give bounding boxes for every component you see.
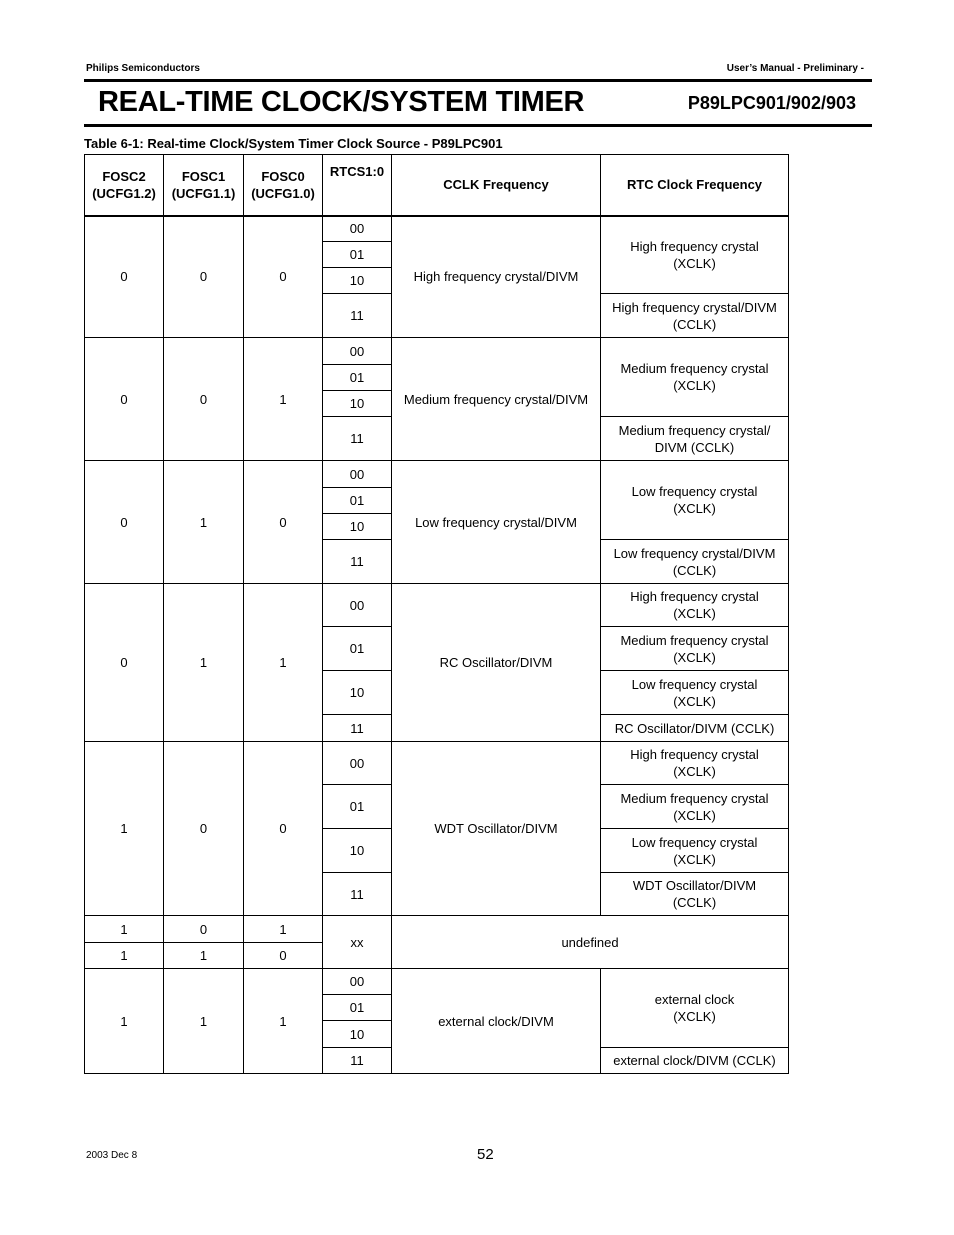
fosc2-cell: 0 bbox=[85, 338, 164, 461]
clock-source-table bbox=[84, 154, 789, 1074]
fosc0-cell: 0 bbox=[244, 742, 323, 916]
rtcs-cell: 01 bbox=[323, 995, 392, 1021]
fosc2-cell: 1 bbox=[85, 742, 164, 916]
fosc1-cell: 1 bbox=[164, 584, 244, 742]
table-caption: Table 6-1: Real-time Clock/System Timer Clock Source - P89LPC901 bbox=[84, 136, 503, 151]
fosc1-cell: 1 bbox=[164, 943, 244, 969]
rtcs-cell: xx bbox=[323, 916, 392, 969]
rtcs-cell: 11 bbox=[323, 715, 392, 742]
rtcs-cell: 10 bbox=[323, 514, 392, 540]
rtcs-cell: 11 bbox=[323, 294, 392, 338]
rtcs-cell: 00 bbox=[323, 216, 392, 242]
rtcs-cell: 01 bbox=[323, 488, 392, 514]
manual-status: User’s Manual - Preliminary - bbox=[726, 63, 864, 74]
fosc1-cell: 0 bbox=[164, 216, 244, 338]
table-row bbox=[85, 216, 789, 242]
fosc0-cell: 0 bbox=[244, 216, 323, 338]
table-header-row bbox=[85, 155, 789, 216]
rtcs-cell: 01 bbox=[323, 785, 392, 829]
fosc2-cell: 1 bbox=[85, 969, 164, 1074]
rtc-freq-cell: Low frequency crystal (XCLK) bbox=[601, 461, 789, 540]
rtcs-cell: 10 bbox=[323, 1021, 392, 1048]
rtcs-cell: 00 bbox=[323, 338, 392, 365]
rtc-freq-cell: Medium frequency crystal (XCLK) bbox=[601, 627, 789, 671]
col-header-fosc2: FOSC2 (UCFG1.2) bbox=[85, 155, 164, 216]
rtc-freq-cell: external clock/DIVM (CCLK) bbox=[601, 1048, 789, 1074]
table-row bbox=[85, 338, 789, 365]
table-row bbox=[85, 584, 789, 627]
fosc0-cell: 1 bbox=[244, 916, 323, 943]
header-rule-bottom bbox=[84, 124, 872, 127]
fosc2-cell: 0 bbox=[85, 584, 164, 742]
rtcs-cell: 01 bbox=[323, 365, 392, 391]
rtcs-cell: 10 bbox=[323, 391, 392, 417]
col-header-rtcs: RTCS1:0 bbox=[323, 155, 392, 216]
fosc0-cell: 1 bbox=[244, 584, 323, 742]
fosc1-cell: 1 bbox=[164, 969, 244, 1074]
fosc1-cell: 0 bbox=[164, 338, 244, 461]
rtc-freq-cell: Medium frequency crystal (XCLK) bbox=[601, 338, 789, 417]
cclk-cell: RC Oscillator/DIVM bbox=[392, 584, 601, 742]
rtc-freq-cell: external clock (XCLK) bbox=[601, 969, 789, 1048]
fosc1-cell: 0 bbox=[164, 742, 244, 916]
fosc0-cell: 1 bbox=[244, 969, 323, 1074]
rtcs-cell: 00 bbox=[323, 461, 392, 488]
rtc-freq-cell: WDT Oscillator/DIVM (CCLK) bbox=[601, 873, 789, 916]
col-header-cclk: CCLK Frequency bbox=[392, 155, 601, 216]
company-name: Philips Semiconductors bbox=[86, 63, 200, 74]
table-row bbox=[85, 916, 789, 943]
rtc-freq-cell: High frequency crystal (XCLK) bbox=[601, 216, 789, 294]
rtc-freq-cell: Low frequency crystal (XCLK) bbox=[601, 671, 789, 715]
rtcs-cell: 11 bbox=[323, 417, 392, 461]
fosc2-cell: 1 bbox=[85, 943, 164, 969]
fosc2-cell: 0 bbox=[85, 216, 164, 338]
table-row bbox=[85, 742, 789, 785]
table-row bbox=[85, 969, 789, 995]
fosc0-cell: 0 bbox=[244, 943, 323, 969]
cclk-cell: Medium frequency crystal/DIVM bbox=[392, 338, 601, 461]
col-header-fosc0: FOSC0 (UCFG1.0) bbox=[244, 155, 323, 216]
page-number: 52 bbox=[477, 1146, 494, 1163]
cclk-cell: external clock/DIVM bbox=[392, 969, 601, 1074]
fosc2-cell: 1 bbox=[85, 916, 164, 943]
col-header-fosc1: FOSC1 (UCFG1.1) bbox=[164, 155, 244, 216]
fosc0-cell: 1 bbox=[244, 338, 323, 461]
fosc1-cell: 1 bbox=[164, 461, 244, 584]
rtcs-cell: 10 bbox=[323, 829, 392, 873]
fosc1-cell: 0 bbox=[164, 916, 244, 943]
rtcs-cell: 11 bbox=[323, 873, 392, 916]
rtc-freq-cell: High frequency crystal (XCLK) bbox=[601, 742, 789, 785]
rtcs-cell: 11 bbox=[323, 1048, 392, 1074]
table-row bbox=[85, 461, 789, 488]
footer-date: 2003 Dec 8 bbox=[86, 1150, 138, 1161]
rtc-freq-cell: Medium frequency crystal (XCLK) bbox=[601, 785, 789, 829]
page-title: REAL-TIME CLOCK/SYSTEM TIMER bbox=[98, 86, 585, 118]
col-header-rtc: RTC Clock Frequency bbox=[601, 155, 789, 216]
undefined-cell: undefined bbox=[392, 916, 789, 969]
rtc-freq-cell: High frequency crystal (XCLK) bbox=[601, 584, 789, 627]
rtcs-cell: 00 bbox=[323, 584, 392, 627]
rtcs-cell: 00 bbox=[323, 742, 392, 785]
fosc0-cell: 0 bbox=[244, 461, 323, 584]
cclk-cell: High frequency crystal/DIVM bbox=[392, 216, 601, 338]
rtc-freq-cell: RC Oscillator/DIVM (CCLK) bbox=[601, 715, 789, 742]
rtcs-cell: 10 bbox=[323, 671, 392, 715]
rtcs-cell: 11 bbox=[323, 540, 392, 584]
fosc2-cell: 0 bbox=[85, 461, 164, 584]
rtc-freq-cell: Low frequency crystal (XCLK) bbox=[601, 829, 789, 873]
rtcs-cell: 01 bbox=[323, 627, 392, 671]
header-rule-top bbox=[84, 79, 872, 82]
model-number: P89LPC901/902/903 bbox=[687, 93, 856, 113]
cclk-cell: Low frequency crystal/DIVM bbox=[392, 461, 601, 584]
rtc-freq-cell: Medium frequency crystal/ DIVM (CCLK) bbox=[601, 417, 789, 461]
rtc-freq-cell: High frequency crystal/DIVM (CCLK) bbox=[601, 294, 789, 338]
rtc-freq-cell: Low frequency crystal/DIVM (CCLK) bbox=[601, 540, 789, 584]
rtcs-cell: 01 bbox=[323, 242, 392, 268]
rtcs-cell: 00 bbox=[323, 969, 392, 995]
rtcs-cell: 10 bbox=[323, 268, 392, 294]
cclk-cell: WDT Oscillator/DIVM bbox=[392, 742, 601, 916]
